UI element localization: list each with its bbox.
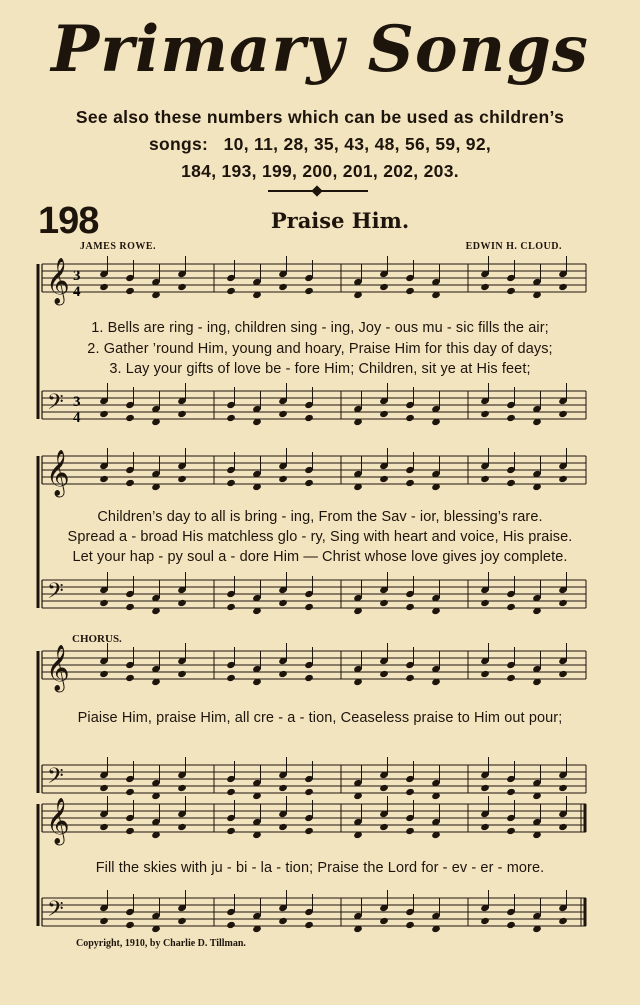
treble-1-note <box>125 287 135 295</box>
bass-4-note <box>177 917 187 925</box>
treble-2-note <box>480 475 490 483</box>
bass-1-note <box>379 410 389 418</box>
treble-4-note <box>506 827 516 835</box>
treble-2-note <box>99 475 109 483</box>
treble-1-note <box>226 287 236 295</box>
bass-2-note <box>405 603 415 611</box>
treble-2-note <box>558 475 568 483</box>
treble-2-note <box>405 479 415 487</box>
treble-1-note <box>558 283 568 291</box>
treble-4-note <box>558 823 568 831</box>
treble-3-note <box>304 674 314 682</box>
treble-1-note <box>99 283 109 291</box>
bass-1-note <box>226 414 236 422</box>
treble-4-note <box>480 823 490 831</box>
bass-2-note <box>558 599 568 607</box>
treble-2-note <box>125 479 135 487</box>
treble-2-note <box>506 479 516 487</box>
bass-1-note <box>99 410 109 418</box>
treble-1-note <box>405 287 415 295</box>
treble-4-note <box>125 827 135 835</box>
bass-4-note <box>480 917 490 925</box>
treble-2-note <box>177 475 187 483</box>
treble-3-note <box>125 674 135 682</box>
bass-2-note <box>177 599 187 607</box>
treble-3-note <box>278 670 288 678</box>
bass-3-note <box>558 784 568 792</box>
treble-1-note <box>177 283 187 291</box>
bass-3-note <box>506 788 516 796</box>
bass-2-note <box>125 603 135 611</box>
bass-1-note <box>278 410 288 418</box>
see-also-line-1: See also these numbers which can be used as children’s <box>75 107 565 127</box>
bass-3-note <box>480 784 490 792</box>
treble-3-note <box>226 674 236 682</box>
bass-1-note <box>558 410 568 418</box>
treble-3-note <box>558 670 568 678</box>
lyric-verse-2-line-1: 2. Gather ’round Him, young and hoary, Praise Him for this day of days; <box>87 341 553 357</box>
treble-4-note <box>379 823 389 831</box>
bass-1-note <box>304 414 314 422</box>
bass-4-note <box>278 917 288 925</box>
bass-4-note <box>304 921 314 929</box>
time-signature-top: 3 <box>73 268 81 284</box>
lyric-verse-3-line-1: 3. Lay your gifts of love be - fore Him; Children, sit ye at His feet; <box>109 361 531 377</box>
treble-4-note <box>177 823 187 831</box>
bass-1-note <box>405 414 415 422</box>
treble-2-note <box>304 479 314 487</box>
treble-2-note <box>379 475 389 483</box>
bass-3-note <box>379 784 389 792</box>
copyright-notice: Copyright, 1910, by Charlie D. Tillman. <box>76 938 246 949</box>
bass-3-note <box>226 788 236 796</box>
treble-clef-icon: 𝄞 <box>46 798 70 844</box>
bass-1-note <box>480 410 490 418</box>
treble-3-note <box>177 670 187 678</box>
lyric-verse-2-line-2: Spread a - broad His matchless glo - ry, Sing with heart and voice, His praise. <box>67 529 573 545</box>
treble-4-note <box>99 823 109 831</box>
treble-2-note <box>278 475 288 483</box>
time-signature-bottom: 4 <box>73 284 81 300</box>
hymn-title: Praise Him. <box>270 208 410 233</box>
treble-1-note <box>278 283 288 291</box>
lyric-verse-3-line-2: Let your hap - py soul a - dore Him — Christ whose love gives joy complete. <box>72 549 568 565</box>
treble-1-note <box>304 287 314 295</box>
time-signature-bottom-bass: 4 <box>73 410 81 426</box>
treble-4-note <box>304 827 314 835</box>
page-title: Primary Songs <box>51 12 589 87</box>
lyric-chorus-line-1: Piaise Him, praise Him, all cre - a - tion, Ceaseless praise to Him out pour; <box>77 710 563 726</box>
bass-4-note <box>379 917 389 925</box>
bass-4-note <box>99 917 109 925</box>
treble-1-note <box>506 287 516 295</box>
lyric-verse-1-line-2: Children’s day to all is bring - ing, From the Sav - ior, blessing’s rare. <box>97 509 543 525</box>
see-also-line-2: songs: 10, 11, 28, 35, 43, 48, 56, 59, 92, <box>148 134 492 154</box>
treble-1-note <box>480 283 490 291</box>
treble-3-note <box>506 674 516 682</box>
see-also-line-3: 184, 193, 199, 200, 201, 202, 203. <box>181 161 459 181</box>
bass-3-note <box>125 788 135 796</box>
bass-4-note <box>506 921 516 929</box>
treble-clef-icon: 𝄞 <box>46 450 70 496</box>
treble-3-note <box>480 670 490 678</box>
treble-4-note <box>278 823 288 831</box>
lyric-chorus-line-2: Fill the skies with ju - bi - la - tion; Praise the Lord for - ev - er - more. <box>95 860 545 876</box>
bass-4-note <box>226 921 236 929</box>
bass-3-note <box>99 784 109 792</box>
bass-4-note <box>405 921 415 929</box>
bass-2-note <box>304 603 314 611</box>
lyricist-credit: JAMES ROWE. <box>80 241 157 252</box>
bass-1-note <box>125 414 135 422</box>
bass-2-note <box>506 603 516 611</box>
bass-1-note <box>506 414 516 422</box>
treble-4-note <box>405 827 415 835</box>
bass-2-note <box>226 603 236 611</box>
lyric-verse-1-line-1: 1. Bells are ring - ing, children sing - ing, Joy - ous mu - sic fills the air; <box>91 320 549 336</box>
treble-3-note <box>405 674 415 682</box>
treble-1-note <box>379 283 389 291</box>
bass-2-note <box>278 599 288 607</box>
bass-3-note <box>177 784 187 792</box>
treble-clef-icon: 𝄞 <box>46 258 70 304</box>
bass-2-note <box>480 599 490 607</box>
bass-4-note <box>125 921 135 929</box>
treble-2-note <box>226 479 236 487</box>
bass-clef-icon: 𝄢 <box>47 897 64 927</box>
treble-3-note <box>379 670 389 678</box>
hymn-number: 198 <box>38 200 99 242</box>
bass-4-note <box>558 917 568 925</box>
bass-clef-icon: 𝄢 <box>47 579 64 609</box>
bass-1-note <box>177 410 187 418</box>
treble-clef-icon: 𝄞 <box>46 645 70 691</box>
bass-clef-icon: 𝄢 <box>47 764 64 794</box>
bass-3-note <box>278 784 288 792</box>
treble-3-note <box>99 670 109 678</box>
bass-2-note <box>379 599 389 607</box>
composer-credit: EDWIN H. CLOUD. <box>465 241 562 252</box>
treble-4-note <box>226 827 236 835</box>
chorus-label: CHORUS. <box>72 633 122 645</box>
bass-clef-icon: 𝄢 <box>47 390 64 420</box>
bass-2-note <box>99 599 109 607</box>
time-signature-top-bass: 3 <box>73 394 81 410</box>
bass-3-note <box>405 788 415 796</box>
bass-3-note <box>304 788 314 796</box>
